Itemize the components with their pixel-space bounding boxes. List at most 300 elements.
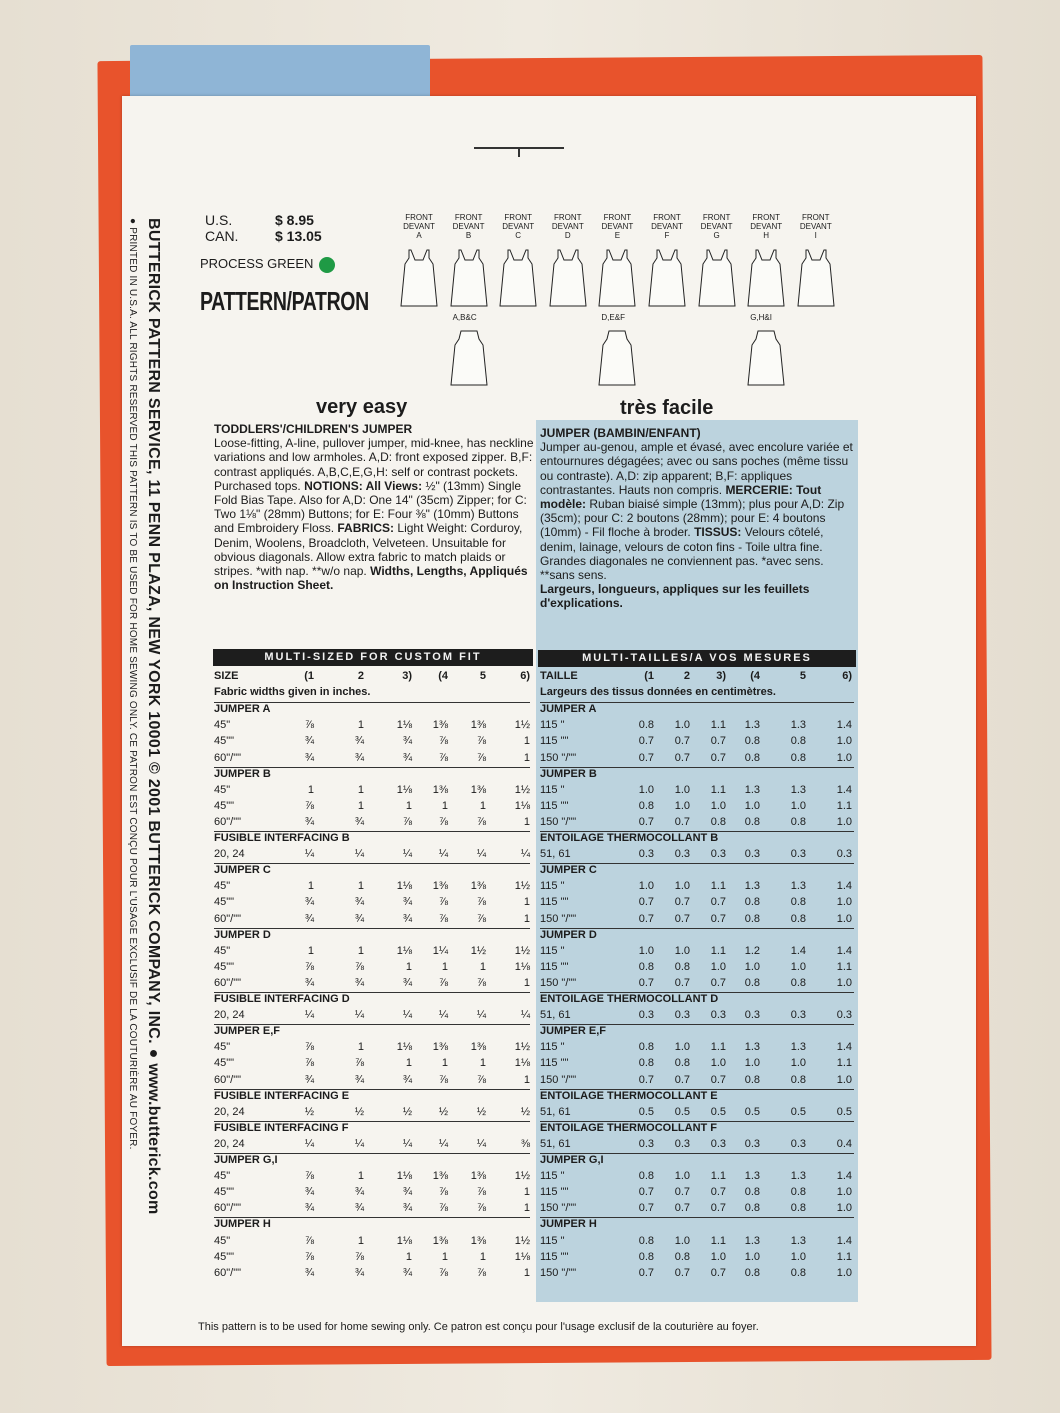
view-caption: FRONT [554, 213, 582, 222]
fabric-width-label: 45"" [214, 1057, 235, 1070]
yardage-value: 0.8 [744, 1186, 760, 1199]
yardage-value: ⅞ [304, 1041, 314, 1054]
yardage-value: 0.5 [790, 1105, 806, 1118]
view-caption: DEVANT [452, 222, 485, 231]
jumper-outline [401, 250, 437, 306]
fabric-width-label: 115 " [540, 783, 565, 796]
fabric-width-label: 150 "/"" [540, 976, 577, 989]
yardage-value: 0.7 [638, 1202, 654, 1215]
yardage-value: 1 [479, 960, 486, 973]
yardage-value: 0.8 [790, 1266, 806, 1279]
yardage-value: ¾ [304, 1186, 314, 1199]
yardage-value: 1.3 [790, 783, 806, 796]
yardage-value: 1.4 [836, 1234, 852, 1247]
section-heading: FUSIBLE INTERFACING F [214, 1121, 349, 1134]
jumper-front-sketch [449, 248, 489, 308]
yardage-value: 1⅜ [470, 719, 486, 732]
yardage-value: 0.7 [638, 815, 654, 828]
yardage-value: 1.0 [638, 944, 654, 957]
jumper-outline [550, 250, 586, 306]
section-heading: ENTOILAGE THERMOCOLLANT F [540, 1121, 718, 1134]
fabric-width-label: 45"" [214, 735, 235, 748]
section-heading: JUMPER D [214, 928, 271, 941]
size-label: SIZE [214, 670, 239, 682]
yardage-value: ½ [354, 1105, 364, 1118]
yardage-value: 1.0 [836, 976, 852, 989]
yardage-value: ⅞ [354, 1250, 364, 1263]
jumper-back-sketch [449, 329, 489, 387]
jumper-outline [451, 250, 487, 306]
jumper-outline [500, 250, 536, 306]
fabric-width-label: 20, 24 [214, 1137, 245, 1150]
yardage-value: 1½ [514, 1170, 530, 1183]
us-label: U.S. [205, 212, 233, 228]
yardage-value: 0.8 [790, 1186, 806, 1199]
yardage-value: 1⅛ [396, 944, 412, 957]
yardage-value: 1⅜ [470, 1041, 486, 1054]
yardage-value: 1.0 [674, 1041, 690, 1054]
yardage-value: 1½ [514, 1234, 530, 1247]
yardage-value: ¾ [304, 976, 314, 989]
yardage-value: 0.3 [790, 1137, 806, 1150]
yardage-value: 1⅛ [396, 880, 412, 893]
jumper-outline [649, 250, 685, 306]
yardage-value: 0.7 [674, 1073, 690, 1086]
fabric-width-label: 45" [214, 1234, 231, 1247]
yardage-value: 0.8 [790, 815, 806, 828]
yardage-value: 1.1 [710, 1041, 726, 1054]
yardage-value: 1.0 [710, 1250, 726, 1263]
yardage-value: ¼ [304, 848, 314, 861]
fabric-width-label: 115 " [540, 944, 565, 957]
yardage-value: 1⅛ [514, 799, 530, 812]
yardage-value: 0.8 [790, 912, 806, 925]
view-caption: I [814, 231, 817, 240]
jumper-front-sketch [498, 248, 538, 308]
yardage-value: 0.3 [744, 1137, 760, 1150]
yardage-value: 0.8 [790, 976, 806, 989]
yardage-value: ¾ [304, 896, 314, 909]
yardage-value: ⅞ [438, 1186, 448, 1199]
fabric-width-label: 60"/"" [214, 912, 242, 925]
yardage-value: 1⅛ [396, 783, 412, 796]
yardage-value: 0.8 [674, 960, 690, 973]
french-notions-label: MERCERIE: Tout modèle: [540, 482, 822, 512]
yardage-value: 0.7 [638, 751, 654, 764]
yardage-value: ⅞ [476, 735, 486, 748]
yardage-value: ¼ [402, 1137, 412, 1150]
fabric-width-label: 60"/"" [214, 1202, 242, 1215]
yardage-value: ⅞ [438, 751, 448, 764]
back-view-label: G,H&I [750, 313, 772, 322]
french-fabrics-label: TISSUS: [694, 525, 742, 540]
yardage-value: ¾ [304, 912, 314, 925]
yardage-value: ¼ [402, 1009, 412, 1022]
section-heading: JUMPER A [540, 703, 597, 716]
process-color [200, 256, 335, 273]
jumper-front-sketch [399, 248, 439, 308]
yardage-value: 1.1 [836, 1250, 852, 1263]
view-e [593, 213, 641, 310]
yardage-value: 1.0 [638, 880, 654, 893]
section-heading: ENTOILAGE THERMOCOLLANT D [540, 993, 719, 1005]
yardage-value: 0.3 [790, 848, 806, 861]
yardage-value: 0.7 [638, 735, 654, 748]
view-caption: DEVANT [750, 222, 783, 231]
english-notions: ½" (13mm) Single Fold Bias Tape. Also for A,D: One 14" (35cm) Zipper; for C: Two 1⅛" (28mm) Buttons; for E: Four ⅜" (10mm) Buttons and Embroidery Floss. [214, 478, 527, 536]
yardage-value: 1.1 [710, 1170, 726, 1183]
yardage-value: 1⅛ [396, 1234, 412, 1247]
jumper-front-sketch [796, 248, 836, 308]
yardage-value: ¾ [304, 735, 314, 748]
yardage-value: 0.3 [710, 1009, 726, 1022]
english-body: Loose-fitting, A-line, pullover jumper, mid-knee, has neckline variations and low armholes. A,D: front exposed zipper. B,F: contrast appliqués. A,B,C,E,G,H: self or contrast pockets. Purchased tops. [214, 436, 534, 493]
yardage-value: 1.3 [790, 1041, 806, 1054]
jumper-front-sketch [548, 248, 588, 308]
jumper-front-sketch [647, 248, 687, 308]
yardage-value: 1 [441, 1250, 448, 1263]
heading-tres-facile: très facile [620, 397, 714, 419]
publisher-address: BUTTERICK PATTERN SERVICE, 11 PENN PLAZA, NEW YORK 10001 © 2001 BUTTERICK COMPANY, INC. ● www.butterick.com [145, 218, 162, 1215]
yardage-value: 1⅛ [514, 1250, 530, 1263]
yardage-value: 1 [357, 1234, 364, 1247]
yardage-value: 0.3 [674, 1009, 690, 1022]
yardage-value: 0.8 [744, 815, 760, 828]
copyright-notice: ● PRINTED IN U.S.A. ALL RIGHTS RESERVED THIS PATTERN IS TO BE USED FOR HOME SEWING ONLY. CE PATRON EST CONÇU POUR L'USAGE EXCLUSIF DE LA COUTURIÈRE AU FOYER. [127, 218, 138, 1150]
view-caption: FRONT [405, 213, 433, 222]
yardage-value: 0.7 [674, 735, 690, 748]
yardage-value: 1⅜ [432, 783, 448, 796]
yardage-value: ⅞ [476, 896, 486, 909]
english-notions-label: NOTIONS: All Views: [304, 478, 423, 493]
yardage-value: 1⅛ [396, 1170, 412, 1183]
yardage-value: ¾ [304, 815, 314, 828]
yardage-value: 1⅛ [396, 719, 412, 732]
section-heading: JUMPER B [214, 767, 271, 780]
yardage-value: 1.1 [710, 1234, 726, 1247]
yardage-value: 1.0 [836, 751, 852, 764]
yardage-value: 1.0 [744, 960, 760, 973]
yardage-value: 0.8 [638, 1041, 654, 1054]
yardage-value: ¼ [354, 848, 364, 861]
yardage-value: ¾ [354, 896, 364, 909]
yardage-value: 0.5 [836, 1105, 852, 1118]
yardage-value: ⅞ [304, 960, 314, 973]
yardage-value: 1.0 [836, 1186, 852, 1199]
yardage-value: 1 [523, 1073, 530, 1086]
section-heading: JUMPER C [214, 864, 271, 877]
yardage-value: ⅞ [402, 815, 412, 828]
green-dot-icon [319, 257, 335, 273]
english-fabrics-label: FABRICS: [337, 521, 395, 536]
jumper-outline [748, 250, 784, 306]
yardage-value: 0.3 [674, 1137, 690, 1150]
yardage-value: 1 [307, 880, 314, 893]
yardage-value: ⅞ [476, 1073, 486, 1086]
fabric-width-label: 115 " [540, 719, 565, 732]
fabric-width-label: 51, 61 [540, 1009, 571, 1022]
yardage-value: ⅞ [438, 912, 448, 925]
yardage-value: ⅜ [520, 1137, 530, 1150]
yardage-value: 1⅜ [470, 1170, 486, 1183]
yardage-value: ⅞ [354, 960, 364, 973]
yardage-value: 1.3 [744, 880, 760, 893]
yardage-value: ⅞ [304, 799, 314, 812]
pattern-title: PATTERN/PATRON [200, 286, 369, 316]
yardage-value: ⅞ [476, 1186, 486, 1199]
yardage-value: ¼ [354, 1009, 364, 1022]
yardage-value: 0.7 [710, 896, 726, 909]
yardage-value: 1 [523, 735, 530, 748]
yardage-value: 1.0 [744, 799, 760, 812]
yardage-value: 1.0 [836, 1266, 852, 1279]
yardage-value: 1 [307, 783, 314, 796]
yardage-value: ¼ [354, 1137, 364, 1150]
english-table-bar: MULTI-SIZED FOR CUSTOM FIT [213, 649, 533, 666]
yardage-value: 1 [479, 1057, 486, 1070]
yardage-value: 0.3 [710, 1137, 726, 1150]
yardage-value: 0.7 [638, 1186, 654, 1199]
section-heading: JUMPER A [214, 703, 271, 716]
section-heading: JUMPER E,F [540, 1025, 607, 1038]
yardage-value: ⅞ [476, 751, 486, 764]
yardage-value: 1.0 [674, 944, 690, 957]
size-column-header: 6) [520, 670, 530, 682]
yardage-value: 1.0 [790, 799, 806, 812]
yardage-value: 0.8 [790, 1202, 806, 1215]
yardage-value: 0.3 [790, 1009, 806, 1022]
jumper-outline [798, 250, 834, 306]
yardage-value: ¾ [402, 912, 412, 925]
french-title: JUMPER (BAMBIN/ENFANT) [540, 426, 701, 440]
yardage-value: 0.8 [744, 1202, 760, 1215]
fabric-width-label: 45"" [214, 896, 235, 909]
yardage-value: 1½ [514, 783, 530, 796]
view-caption: D [564, 231, 571, 240]
yardage-value: ¾ [402, 1186, 412, 1199]
view-a [395, 213, 443, 310]
size-column-header: 3) [716, 670, 726, 682]
view-caption: DEVANT [799, 222, 832, 231]
yardage-value: 1⅜ [432, 1170, 448, 1183]
us-price: $ 8.95 [275, 212, 314, 228]
yardage-value: 1.0 [836, 1073, 852, 1086]
yardage-value: 1 [405, 1250, 412, 1263]
yardage-value: 1.0 [710, 960, 726, 973]
yardage-value: ⅞ [476, 1202, 486, 1215]
fabric-width-label: 60"/"" [214, 815, 242, 828]
yardage-value: ¾ [402, 1202, 412, 1215]
yardage-value: 1.3 [744, 719, 760, 732]
yardage-value: 0.7 [710, 976, 726, 989]
yardage-value: ⅞ [304, 719, 314, 732]
size-column-header: (4 [438, 670, 448, 682]
yardage-value: 1 [441, 1057, 448, 1070]
section-heading: JUMPER H [540, 1218, 597, 1231]
yardage-value: 1.1 [836, 960, 852, 973]
section-heading: FUSIBLE INTERFACING E [214, 1089, 350, 1102]
yardage-value: 0.8 [638, 1170, 654, 1183]
yardage-value: 1.0 [836, 912, 852, 925]
yardage-value: ¾ [402, 1266, 412, 1279]
french-text [540, 440, 854, 582]
yardage-value: ¼ [520, 848, 530, 861]
yardage-value: ¾ [304, 1202, 314, 1215]
jumper-front-sketch [597, 248, 637, 308]
yardage-value: ¼ [438, 1009, 448, 1022]
process-label: PROCESS GREEN [200, 256, 314, 271]
yardage-value: 0.8 [638, 960, 654, 973]
yardage-value: 1⅜ [470, 1234, 486, 1247]
yardage-value: 1 [479, 1250, 486, 1263]
fabric-width-label: 51, 61 [540, 1105, 571, 1118]
fabric-width-label: 115 "" [540, 1186, 569, 1199]
yardage-value: ⅞ [438, 1266, 448, 1279]
view-f [643, 213, 691, 310]
back-view-label: A,B&C [452, 313, 477, 322]
yardage-value: 0.3 [744, 1009, 760, 1022]
view-i [792, 213, 840, 310]
yardage-value: 0.8 [674, 1250, 690, 1263]
yardage-value: 0.8 [674, 1057, 690, 1070]
yardage-value: 0.5 [710, 1105, 726, 1118]
yardage-value: ½ [438, 1105, 448, 1118]
yardage-value: ¾ [304, 1266, 314, 1279]
view-caption: C [515, 231, 522, 240]
view-caption: A [416, 231, 422, 240]
fabric-width-label: 60"/"" [214, 1266, 242, 1279]
yardage-value: ⅞ [438, 735, 448, 748]
yardage-value: 1.1 [710, 783, 726, 796]
size-label: TAILLE [540, 670, 578, 682]
yardage-value: 1.0 [674, 799, 690, 812]
yardage-value: 1 [405, 960, 412, 973]
yardage-value: 1 [357, 944, 364, 957]
fabric-width-label: 115 " [540, 1170, 565, 1183]
yardage-value: 1⅜ [432, 1041, 448, 1054]
view-sketches [395, 213, 835, 393]
section-heading: JUMPER B [540, 767, 597, 780]
yardage-value: 1.0 [790, 1057, 806, 1070]
yardage-value: ⅞ [304, 1057, 314, 1070]
yardage-value: 0.7 [674, 815, 690, 828]
fabric-width-label: 20, 24 [214, 848, 245, 861]
section-heading: JUMPER G,I [540, 1154, 604, 1166]
yardage-value: 1½ [514, 1041, 530, 1054]
size-column-header: 5 [479, 670, 486, 682]
yardage-value: 1.0 [836, 815, 852, 828]
size-column-header: (4 [750, 670, 760, 682]
jumper-front-sketch [697, 248, 737, 308]
fabric-width-label: 51, 61 [540, 1137, 571, 1150]
yardage-value: 1.0 [674, 1234, 690, 1247]
fabric-width-label: 45"" [214, 799, 235, 812]
yardage-value: ¾ [402, 735, 412, 748]
yardage-value: 1.0 [744, 1057, 760, 1070]
yardage-value: 1 [523, 896, 530, 909]
fabric-width-label: 115 "" [540, 799, 569, 812]
yardage-value: 1½ [514, 719, 530, 732]
size-column-header: (1 [644, 670, 654, 682]
yardage-value: 1.3 [744, 1041, 760, 1054]
jumper-outline [599, 250, 635, 306]
yardage-value: ¾ [354, 976, 364, 989]
yardage-value: ¾ [304, 751, 314, 764]
yardage-value: 0.7 [674, 1266, 690, 1279]
fabric-width-label: 150 "/"" [540, 1202, 577, 1215]
size-column-header: 2 [683, 670, 690, 682]
yardage-value: 0.8 [638, 1250, 654, 1263]
yardage-value: 1.3 [790, 880, 806, 893]
yardage-value: ¼ [520, 1009, 530, 1022]
fabric-width-label: 60"/"" [214, 751, 242, 764]
fold-mark [474, 147, 564, 149]
yardage-value: ¾ [354, 1266, 364, 1279]
yardage-value: 1.0 [836, 1202, 852, 1215]
section-heading: ENTOILAGE THERMOCOLLANT B [540, 832, 719, 844]
yardage-value: 0.8 [638, 1057, 654, 1070]
yardage-value: 0.7 [638, 912, 654, 925]
yardage-value: ¾ [354, 912, 364, 925]
size-column-header: 6) [842, 670, 852, 682]
fabric-width-label: 115 "" [540, 896, 569, 909]
yardage-value: 1.0 [836, 896, 852, 909]
yardage-value: 0.3 [638, 1137, 654, 1150]
yardage-value: ¾ [402, 751, 412, 764]
yardage-value: 0.7 [710, 1202, 726, 1215]
yardage-value: 0.7 [674, 751, 690, 764]
yardage-value: ⅞ [438, 1073, 448, 1086]
yardage-value: 0.3 [638, 848, 654, 861]
view-b [445, 213, 493, 310]
yardage-value: 1⅜ [432, 1234, 448, 1247]
yardage-value: 0.8 [790, 896, 806, 909]
yardage-value: 1.0 [744, 1250, 760, 1263]
fabric-width-label: 20, 24 [214, 1009, 245, 1022]
yardage-value: 1 [523, 1266, 530, 1279]
yardage-value: 1.0 [638, 783, 654, 796]
yardage-value: 1.0 [710, 799, 726, 812]
french-notions: Ruban biaisé simple (13mm); plus pour A,D: Zip (35cm); pour C: 2 boutons (28mm); pour E: 4 boutons (10mm) - Fil floche à broder. [540, 497, 845, 540]
yardage-value: 0.7 [674, 912, 690, 925]
yardage-value: 1.4 [836, 1170, 852, 1183]
size-column-header: 3) [402, 670, 412, 682]
yardage-value: ⅞ [304, 1234, 314, 1247]
yardage-value: 0.7 [710, 1266, 726, 1279]
yardage-value: ¾ [354, 735, 364, 748]
yardage-value: 1.1 [710, 880, 726, 893]
fabric-width-label: 45" [214, 1041, 231, 1054]
jumper-front-sketch [746, 248, 786, 308]
yardage-value: ¾ [354, 751, 364, 764]
view-g [693, 213, 741, 310]
yardage-value: 1.2 [744, 944, 760, 957]
yardage-value: ½ [476, 1105, 486, 1118]
yardage-value: ⅞ [438, 896, 448, 909]
yardage-value: 0.7 [710, 912, 726, 925]
yardage-value: ¼ [438, 1137, 448, 1150]
yardage-value: 0.3 [710, 848, 726, 861]
yardage-value: 1.1 [710, 944, 726, 957]
yardage-value: 0.5 [674, 1105, 690, 1118]
width-note: Fabric widths given in inches. [214, 686, 371, 699]
yardage-value: ¾ [354, 815, 364, 828]
yardage-value: 0.8 [744, 1266, 760, 1279]
yardage-value: 1 [357, 783, 364, 796]
yardage-value: 0.3 [674, 848, 690, 861]
yardage-value: 1.4 [836, 783, 852, 796]
section-heading: ENTOILAGE THERMOCOLLANT E [540, 1089, 718, 1102]
